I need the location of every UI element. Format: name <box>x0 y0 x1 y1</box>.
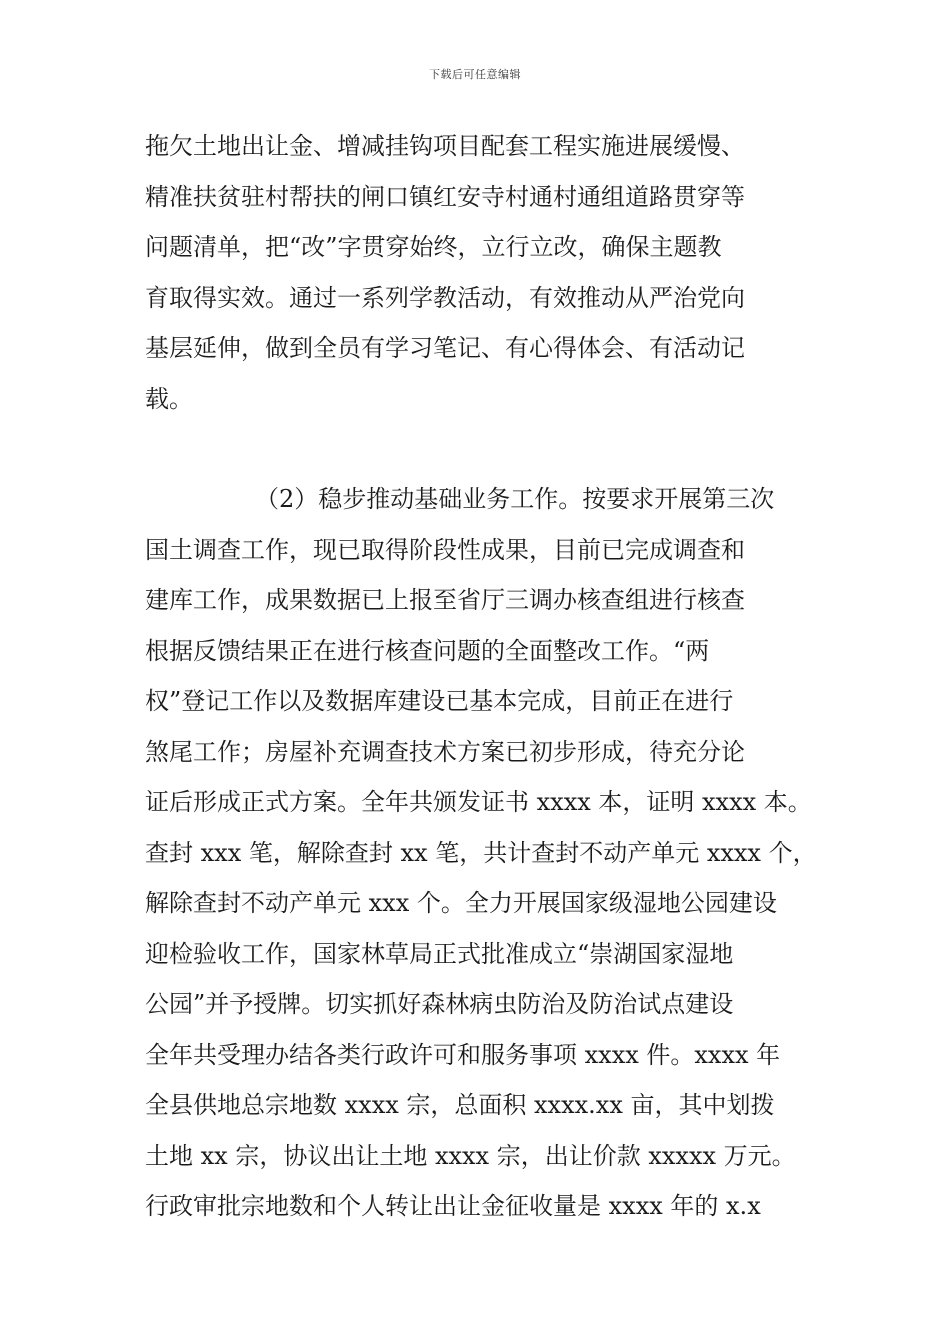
text-line: 查封 xxx 笔，解除查封 xx 笔，共计查封不动产单元 xxxx 个， <box>145 838 817 867</box>
text-line: 问题清单，把“改”字贯穿始终，立行立改，确保主题教 <box>145 233 722 261</box>
text-line: 权”登记工作以及数据库建设已基本完成，目前正在进行 <box>145 687 734 715</box>
text-line: 育取得实效。通过一系列学教活动，有效推动从严治党向 <box>145 283 745 312</box>
page-header-note: 下载后可任意编辑 <box>429 68 521 81</box>
text-line: 基层延伸，做到全员有学习笔记、有心得体会、有活动记 <box>145 334 745 362</box>
paragraph-1 <box>145 121 835 424</box>
text-line: 解除查封不动产单元 xxx 个。全力开展国家级湿地公园建设 <box>145 889 777 917</box>
text-line: 行政审批宗地数和个人转让出让金征收量是 xxxx 年的 x.x <box>145 1192 761 1220</box>
text-line: 国土调查工作，现已取得阶段性成果，目前已完成调查和 <box>145 535 745 564</box>
text-line: 全县供地总宗地数 xxxx 宗，总面积 xxxx.xx 亩，其中划拨 <box>145 1091 775 1119</box>
text-line: 土地 xx 宗，协议出让土地 xxxx 宗，出让价款 xxxxx 万元。 <box>145 1141 796 1170</box>
text-line: 精准扶贫驻村帮扶的闸口镇红安寺村通村通组道路贯穿等 <box>145 182 745 211</box>
text-line-indented: （2）稳步推动基础业务工作。按要求开展第三次 <box>255 485 775 513</box>
text-line: 迎检验收工作，国家林草局正式批准成立“崇湖国家湿地 <box>145 939 734 968</box>
text-line: 公园”并予授牌。切实抓好森林病虫防治及防治试点建设 <box>145 990 734 1018</box>
text-line: 载。 <box>145 384 193 413</box>
text-line: 拖欠土地出让金、增减挂钩项目配套工程实施进展缓慢、 <box>145 132 745 160</box>
text-line: 全年共受理办结各类行政许可和服务事项 xxxx 件。xxxx 年 <box>145 1040 781 1069</box>
text-line: 根据反馈结果正在进行核查问题的全面整改工作。“两 <box>145 636 710 665</box>
text-line: 证后形成正式方案。全年共颁发证书 xxxx 本，证明 xxxx 本。 <box>145 788 812 816</box>
text-line: 建库工作，成果数据已上报至省厅三调办核查组进行核查 <box>145 586 745 614</box>
text-line: 煞尾工作；房屋补充调查技术方案已初步形成，待充分论 <box>145 737 745 766</box>
paragraph-2 <box>145 474 835 1232</box>
